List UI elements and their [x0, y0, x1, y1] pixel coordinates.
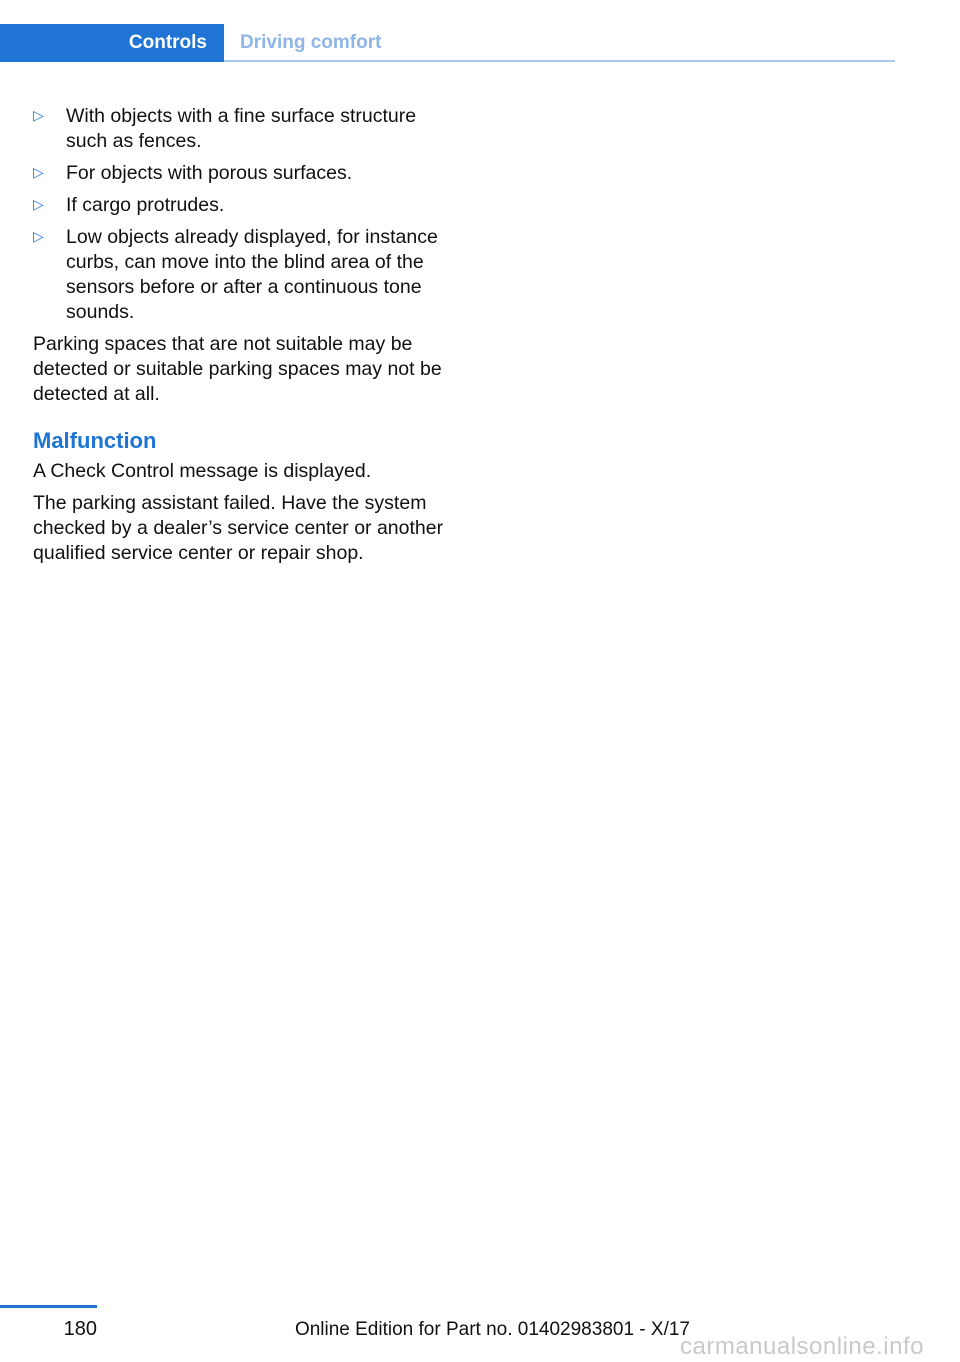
list-item-text: Low objects already displayed, for instance curbs, can move into the blind area of the sensors before or after a continuous tone sounds.: [66, 226, 438, 323]
triangle-bullet-icon: ▷: [33, 229, 44, 245]
section-heading-malfunction: Malfunction: [33, 428, 157, 453]
watermark: carmanualsonline.info: [680, 1333, 924, 1360]
paragraph-check-control: A Check Control message is displayed.: [33, 460, 372, 482]
triangle-bullet-icon: ▷: [33, 165, 44, 181]
paragraph-parking-spaces: Parking spaces that are not suitable may be detected or suitable parking spaces may not be detected at all.: [33, 333, 442, 405]
list-item-text: If cargo protrudes.: [66, 194, 225, 216]
page-content: [33, 104, 453, 573]
list-item-text: For objects with porous surfaces.: [66, 162, 353, 184]
chapter-label: Controls: [128, 32, 207, 53]
edition-note: Online Edition for Part no. 01402983801 - X/17: [294, 1319, 690, 1340]
bullet-list: [33, 104, 453, 325]
header-divider: [224, 60, 895, 62]
chapter-tab-controls: [0, 24, 224, 62]
list-item-text: With objects with a fine surface structure such as fences.: [66, 105, 417, 152]
section-tab-driving-comfort: [240, 24, 381, 62]
list-item: [33, 104, 453, 154]
list-item: [33, 225, 453, 325]
footer-divider: [0, 1305, 97, 1308]
list-item: [33, 161, 453, 186]
paragraph-assistant-failed: The parking assistant failed. Have the system checked by a dealer’s service center or another qualified service center or repair shop.: [33, 492, 444, 564]
page-header: [0, 24, 895, 62]
list-item: [33, 193, 453, 218]
page-number: 180: [63, 1318, 97, 1340]
section-label: Driving comfort: [240, 32, 382, 53]
triangle-bullet-icon: ▷: [33, 108, 44, 124]
triangle-bullet-icon: ▷: [33, 197, 44, 213]
